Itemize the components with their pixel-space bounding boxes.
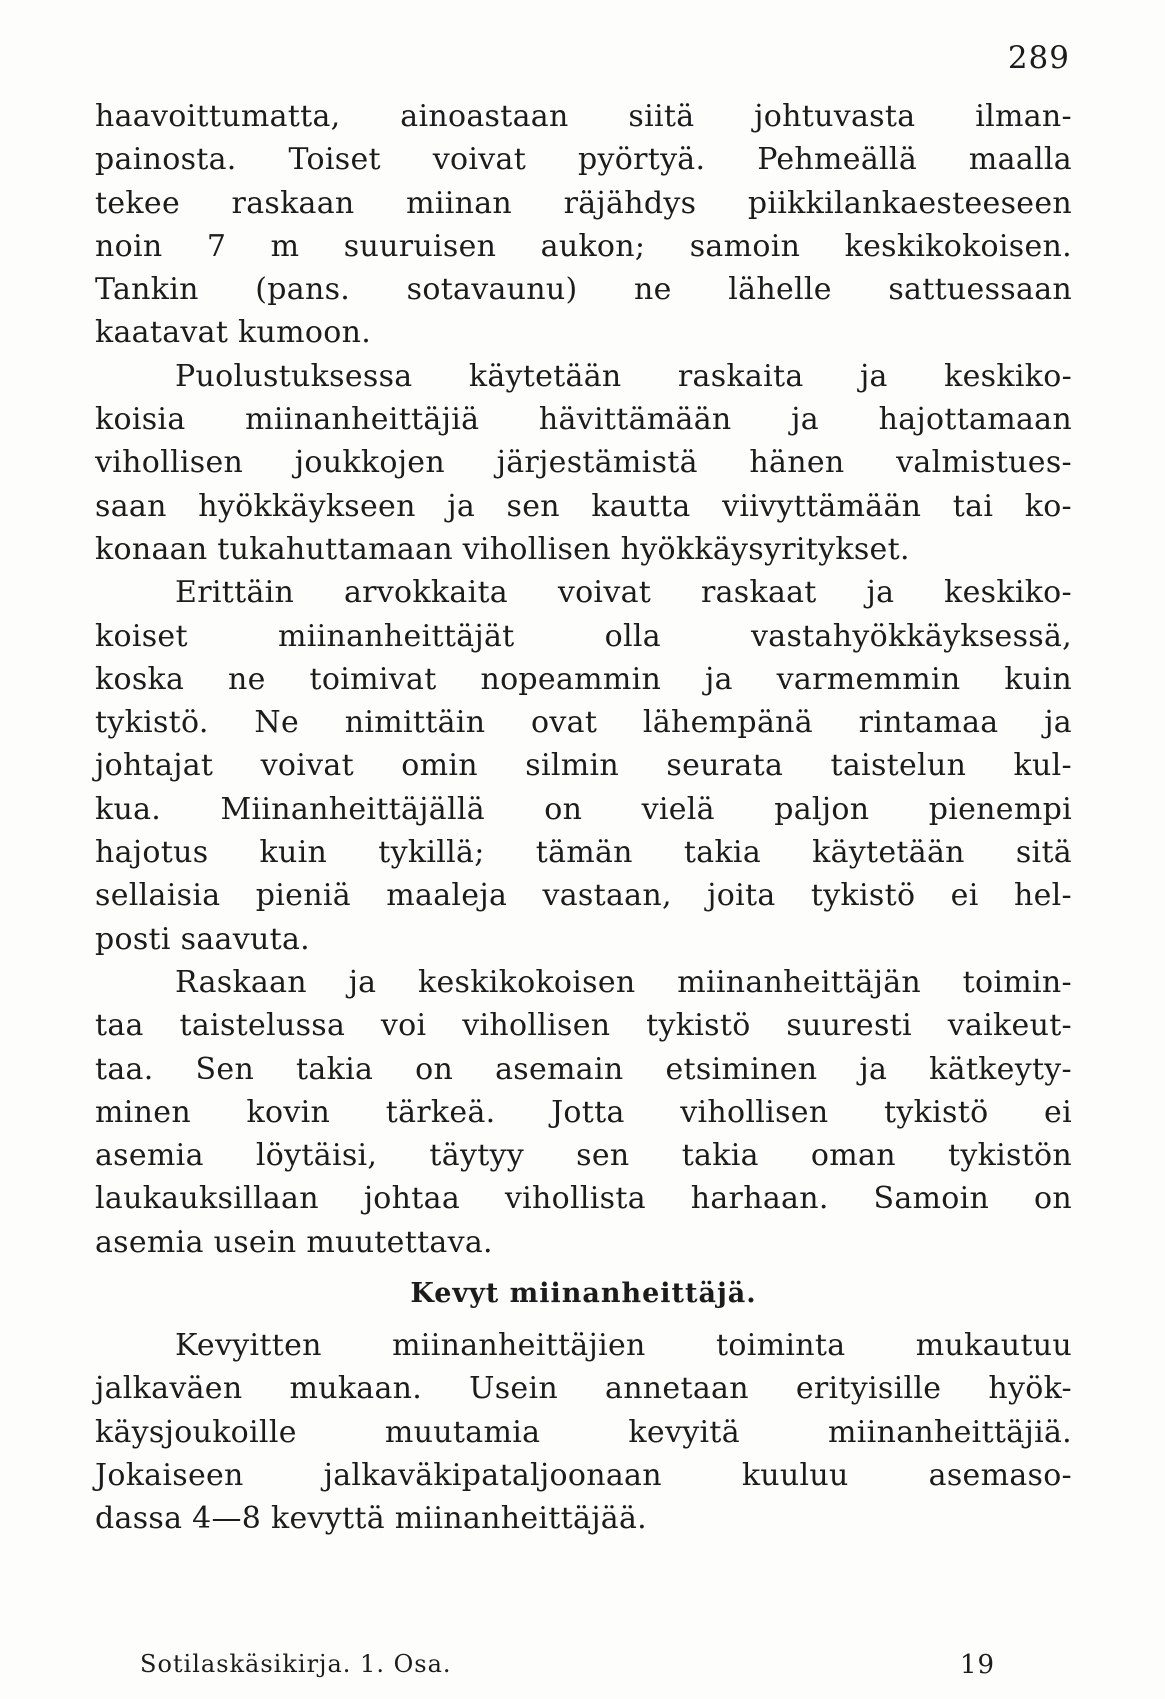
text-line: taa. Sen takia on asemain etsiminen ja kätkeyty- (95, 1051, 1072, 1087)
text-line: noin 7 m suuruisen aukon; samoin keskikokoisen. (95, 228, 1072, 264)
text-line: dassa 4—8 kevyttä miinanheittäjää. (95, 1501, 648, 1537)
text-line: saan hyökkäykseen ja sen kautta viivyttämään tai ko- (95, 488, 1072, 524)
page-number: 289 (1007, 40, 1070, 76)
text-line: koska ne toimivat nopeammin ja varmemmin kuin (95, 661, 1072, 697)
paragraph-2 (95, 355, 1072, 571)
text-line: Puolustuksessa käytetään raskaita ja keskiko- (175, 358, 1072, 394)
text-line: tekee raskaan miinan räjähdys piikkilankaesteeseen (95, 185, 1072, 221)
paragraph-4 (95, 961, 1072, 1264)
text-line: johtajat voivat omin silmin seurata taistelun kul- (95, 748, 1072, 784)
text-line: laukauksillaan johtaa vihollista harhaan. Samoin on (95, 1181, 1072, 1217)
body-text (95, 95, 1072, 1541)
text-line: Raskaan ja keskikokoisen miinanheittäjän toimin- (175, 964, 1072, 1000)
text-line: asemia löytäisi, täytyy sen takia oman tykistön (95, 1138, 1072, 1174)
text-line: kua. Miinanheittäjällä on vielä paljon pienempi (95, 791, 1072, 827)
text-line: jalkaväen mukaan. Usein annetaan erityisille hyök- (95, 1371, 1072, 1407)
text-line: asemia usein muutettava. (95, 1224, 493, 1260)
text-line: hajotus kuin tykillä; tämän takia käytetään sitä (95, 835, 1072, 871)
text-line: kaatavat kumoon. (95, 315, 372, 351)
text-line: posti saavuta. (95, 921, 310, 957)
text-line: painosta. Toiset voivat pyörtyä. Pehmeällä maalla (95, 142, 1072, 178)
text-line: haavoittumatta, ainoastaan siitä johtuvasta ilman- (95, 99, 1072, 134)
section-heading: Kevyt miinanheittäjä. (410, 1278, 757, 1310)
paragraph-5 (95, 1324, 1072, 1540)
signature-number: 19 (960, 1650, 996, 1680)
text-line: vihollisen joukkojen järjestämistä hänen valmistues- (95, 445, 1072, 481)
text-line: koisia miinanheittäjiä hävittämään ja hajottamaan (95, 402, 1072, 438)
text-line: konaan tukahuttamaan vihollisen hyökkäysyritykset. (95, 531, 910, 567)
text-line: Jokaiseen jalkaväkipataljoonaan kuuluu asemaso- (95, 1457, 1072, 1493)
text-line: käysjoukoille muutamia kevyitä miinanheittäjiä. (95, 1414, 1072, 1450)
text-line: Erittäin arvokkaita voivat raskaat ja keskiko- (175, 575, 1072, 611)
signature-text: Sotilaskäsikirja. 1. Osa. (140, 1650, 452, 1678)
text-line: Tankin (pans. sotavaunu) ne lähelle sattuessaan (95, 272, 1072, 308)
paragraph-1 (95, 95, 1072, 355)
paragraph-3 (95, 571, 1072, 961)
text-line: tykistö. Ne nimittäin ovat lähempänä rintamaa ja (95, 705, 1072, 741)
text-line: minen kovin tärkeä. Jotta vihollisen tykistö ei (95, 1094, 1072, 1130)
text-line: Kevyitten miinanheittäjien toiminta mukautuu (175, 1328, 1072, 1364)
text-line: taa taistelussa voi vihollisen tykistö suuresti vaikeut- (95, 1008, 1072, 1044)
text-line: sellaisia pieniä maaleja vastaan, joita tykistö ei hel- (95, 878, 1072, 914)
text-line: koiset miinanheittäjät olla vastahyökkäyksessä, (95, 618, 1072, 654)
